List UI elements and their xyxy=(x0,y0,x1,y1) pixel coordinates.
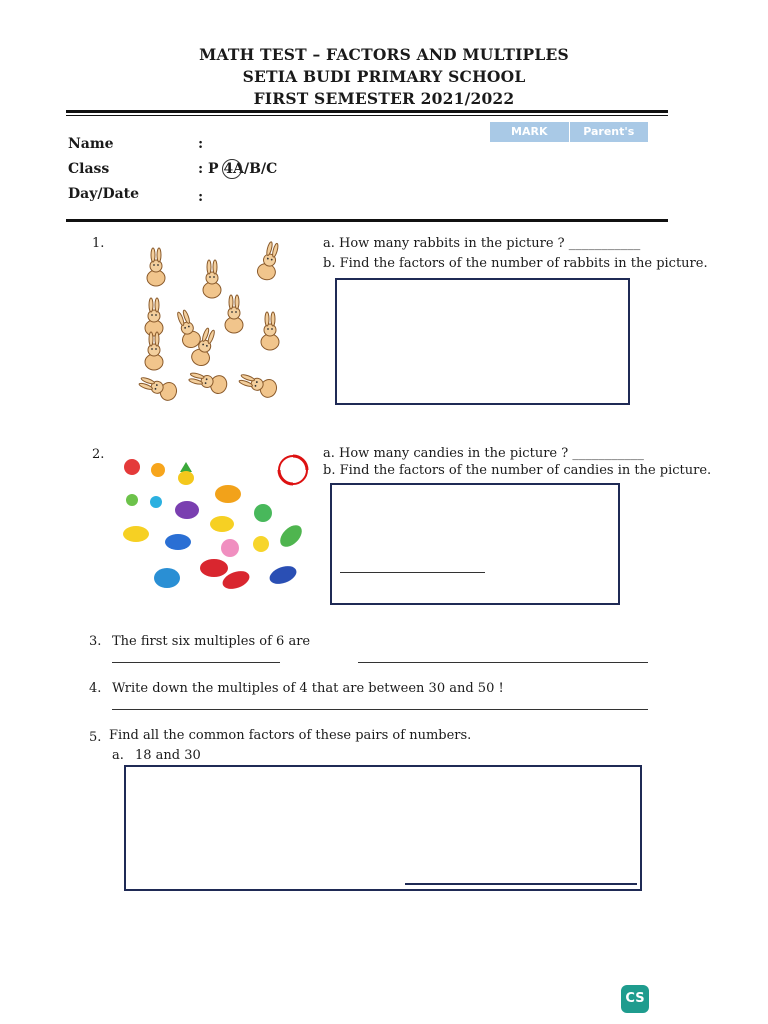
question-3-answer-line-2[interactable] xyxy=(358,662,648,663)
question-1-answer-box[interactable] xyxy=(335,278,630,405)
class-value: : P 4A/B/C xyxy=(198,161,278,177)
semester-title: FIRST SEMESTER 2021/2022 xyxy=(253,89,515,108)
question-3-text: The first six multiples of 6 are xyxy=(112,634,311,649)
parent-sign-label: Parent's Sign xyxy=(569,122,649,142)
question-3-number: 3. xyxy=(89,634,102,649)
question-2-number: 2. xyxy=(92,447,105,462)
question-5-number: 5. xyxy=(89,730,102,745)
question-5a-answer-line xyxy=(405,883,637,885)
info-divider xyxy=(66,219,668,222)
question-1-number: 1. xyxy=(92,236,105,251)
question-5-text: Find all the common factors of these pairs of numbers. xyxy=(109,728,472,743)
question-4-number: 4. xyxy=(89,681,102,696)
mark-box xyxy=(490,122,648,158)
header-divider xyxy=(66,110,668,113)
name-label: Name xyxy=(68,136,114,152)
header-divider-thin xyxy=(66,115,668,116)
school-name: SETIA BUDI PRIMARY SCHOOL xyxy=(242,67,526,86)
question-2-answer-line xyxy=(340,572,485,573)
date-label: Day/Date xyxy=(68,186,140,202)
question-3-answer-line-1[interactable] xyxy=(112,662,280,663)
date-colon: : xyxy=(198,189,204,205)
class-label: Class xyxy=(68,161,110,177)
question-2-answer-box[interactable] xyxy=(330,483,620,605)
rabbits-picture xyxy=(134,240,294,405)
test-title: MATH TEST – FACTORS AND MULTIPLES xyxy=(199,45,569,64)
question-1b: b. Find the factors of the number of rabbits in the picture. xyxy=(323,256,708,271)
mark-label: MARK xyxy=(511,125,548,138)
question-5a-text: 18 and 30 xyxy=(135,748,201,763)
question-2a: a. How many candies in the picture ? ___________ xyxy=(323,446,644,461)
candies-picture xyxy=(118,450,313,600)
question-4-answer-line[interactable] xyxy=(112,709,648,710)
question-5a-label: a. xyxy=(112,748,124,763)
question-5a-answer-box[interactable] xyxy=(124,765,642,891)
rabbit-icon xyxy=(134,240,294,405)
name-colon: : xyxy=(198,136,204,152)
candy-icon xyxy=(118,450,313,600)
class-circle-mark xyxy=(222,159,242,179)
question-4-text: Write down the multiples of 4 that are between 30 and 50 ! xyxy=(112,681,504,696)
question-2b: b. Find the factors of the number of candies in the picture. xyxy=(323,463,712,478)
question-1a: a. How many rabbits in the picture ? ___________ xyxy=(323,236,641,251)
camscanner-logo: CS xyxy=(621,985,649,1013)
